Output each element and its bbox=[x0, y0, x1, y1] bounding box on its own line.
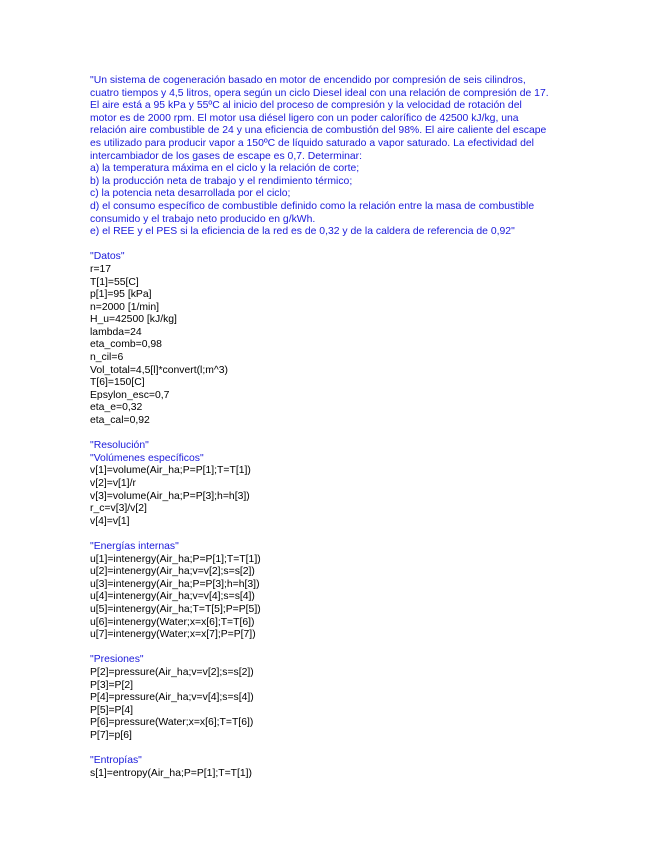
code-line: P[7]=p[6] bbox=[90, 729, 132, 741]
code-line: P[5]=P[4] bbox=[90, 704, 134, 716]
section-header-energias: "Energías internas" bbox=[90, 540, 179, 552]
code-line: u[1]=intenergy(Air_ha;P=P[1];T=T[1]) bbox=[90, 553, 261, 565]
code-line: u[3]=intenergy(Air_ha;P=P[3];h=h[3]) bbox=[90, 578, 260, 590]
code-line: H_u=42500 [kJ/kg] bbox=[90, 314, 177, 326]
code-line: u[2]=intenergy(Air_ha;v=v[2];s=s[2]) bbox=[90, 566, 255, 578]
problem-line: motor es de 2000 rpm. El motor usa diésel ligero con un poder calorífico de 42500 kJ/kg, una bbox=[90, 112, 519, 124]
problem-line: c) la potencia neta desarrollada por el ciclo; bbox=[90, 188, 291, 200]
code-line: lambda=24 bbox=[90, 326, 142, 338]
problem-line: d) el consumo específico de combustible definido como la relación entre la masa de combustible bbox=[90, 200, 535, 212]
section-header-entropias: "Entropías" bbox=[90, 755, 142, 767]
problem-line: consumido y el trabajo neto producido en g/kWh. bbox=[90, 213, 316, 225]
section-header-resolucion: "Resolución" bbox=[90, 440, 149, 452]
code-line: v[1]=volume(Air_ha;P=P[1];T=T[1]) bbox=[90, 465, 251, 477]
code-line: u[5]=intenergy(Air_ha;T=T[5];P=P[5]) bbox=[90, 603, 261, 615]
code-line: p[1]=95 [kPa] bbox=[90, 289, 152, 301]
problem-line: e) el REE y el PES si la eficiencia de la red es de 0,32 y de la caldera de referencia de 0,92" bbox=[90, 226, 515, 238]
problem-line: es utilizado para producir vapor a 150ºC de líquido saturado a vapor saturado. La efectividad del bbox=[90, 137, 534, 149]
problem-line: "Un sistema de cogeneración basado en motor de encendido por compresión de seis cilindros, bbox=[90, 75, 526, 86]
energias-section bbox=[90, 541, 570, 642]
code-line: P[3]=P[2] bbox=[90, 679, 134, 691]
code-line: T[6]=150[C] bbox=[90, 377, 145, 389]
problem-line: intercambiador de los gases de escape es 0,7. Determinar: bbox=[90, 150, 363, 162]
document-page bbox=[90, 75, 570, 793]
problem-line: a) la temperatura máxima en el ciclo y la relación de corte; bbox=[90, 163, 360, 175]
datos-section bbox=[90, 251, 570, 427]
code-line: u[4]=intenergy(Air_ha;v=v[4];s=s[4]) bbox=[90, 591, 255, 603]
section-header-datos: "Datos" bbox=[90, 251, 125, 263]
problem-line: El aire está a 95 kPa y 55ºC al inicio del proceso de compresión y la velocidad de rotación del bbox=[90, 100, 522, 112]
code-line: s[1]=entropy(Air_ha;P=P[1];T=T[1]) bbox=[90, 767, 252, 779]
resolucion-section bbox=[90, 440, 570, 528]
code-line: v[4]=v[1] bbox=[90, 515, 130, 527]
code-line: r_c=v[3]/v[2] bbox=[90, 503, 147, 515]
code-line: P[4]=pressure(Air_ha;v=v[4];s=s[4]) bbox=[90, 692, 254, 704]
code-line: n=2000 [1/min] bbox=[90, 301, 160, 313]
entropias-section bbox=[90, 755, 570, 780]
code-line: eta_e=0,32 bbox=[90, 402, 143, 414]
section-header-presiones: "Presiones" bbox=[90, 654, 144, 666]
code-line: r=17 bbox=[90, 263, 112, 275]
code-line: n_cil=6 bbox=[90, 352, 124, 364]
code-line: u[6]=intenergy(Water;x=x[6];T=T[6]) bbox=[90, 616, 255, 628]
code-line: u[7]=intenergy(Water;x=x[7];P=P[7]) bbox=[90, 629, 256, 641]
code-line: T[1]=55[C] bbox=[90, 276, 139, 288]
code-line: P[2]=pressure(Air_ha;v=v[2];s=s[2]) bbox=[90, 666, 254, 678]
code-line: v[2]=v[1]/r bbox=[90, 478, 136, 489]
presiones-section bbox=[90, 654, 570, 742]
problem-line: relación aire combustible de 24 y una eficiencia de combustión del 98%. El aire caliente del escape bbox=[90, 125, 547, 137]
problem-line: b) la producción neta de trabajo y el rendimiento térmico; bbox=[90, 175, 353, 187]
problem-line: cuatro tiempos y 4,5 litros, opera según un ciclo Diesel ideal con una relación de compresión de 17. bbox=[90, 87, 549, 99]
code-line: Epsylon_esc=0,7 bbox=[90, 389, 170, 401]
problem-statement bbox=[90, 75, 570, 239]
code-line: v[3]=volume(Air_ha;P=P[3];h=h[3]) bbox=[90, 490, 250, 502]
code-line: eta_cal=0,92 bbox=[90, 415, 150, 427]
code-line: Vol_total=4,5[l]*convert(l;m^3) bbox=[90, 364, 229, 376]
code-line: eta_comb=0,98 bbox=[90, 339, 162, 351]
code-line: P[6]=pressure(Water;x=x[6];T=T[6]) bbox=[90, 717, 254, 729]
section-header-volumenes: "Volúmenes específicos" bbox=[90, 452, 204, 464]
